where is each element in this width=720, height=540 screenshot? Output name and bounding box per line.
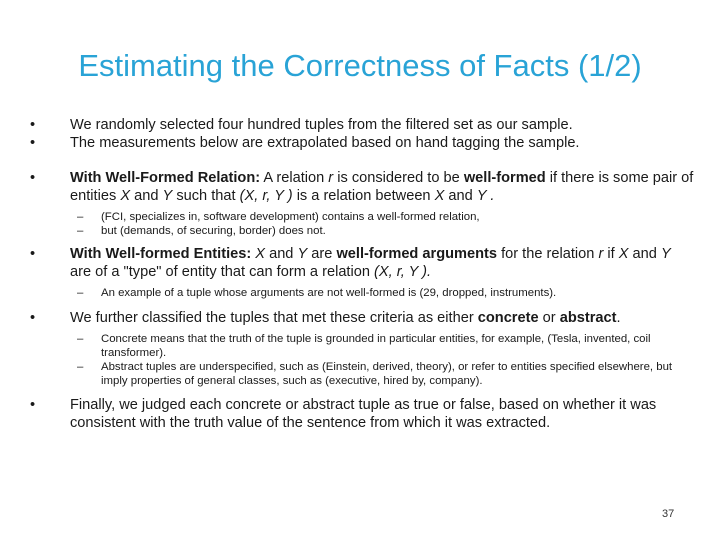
math-tuple: (X, r, Y ). — [374, 264, 432, 280]
math-var: X — [120, 188, 131, 204]
dash-marker: – — [77, 361, 84, 373]
text-run: and — [269, 246, 294, 262]
math-var: Y — [660, 246, 671, 262]
sub-bullet-text: Abstract tuples are underspecified, such as (Einstein, derived, theory), or refer to entities specified elsewhere, but imply properties of general classes, such as (executive, hired by, company). — [101, 361, 673, 387]
text-run: if — [607, 246, 615, 262]
bullet-item — [25, 134, 695, 152]
text-run: . — [616, 310, 621, 326]
text-run: for the relation — [501, 246, 595, 262]
text-run: A relation — [263, 170, 325, 186]
sub-bullet-text: An example of a tuple whose arguments are not well-formed is (29, dropped, instruments). — [101, 287, 557, 299]
text-run: is a relation between — [296, 188, 431, 204]
dash-marker: – — [77, 211, 84, 223]
sub-bullet-text: but (demands, of securing, border) does not. — [101, 225, 326, 237]
text-run: are — [311, 246, 333, 262]
term-emphasis: concrete — [477, 310, 539, 326]
bullet-item — [25, 245, 695, 281]
slide-title: Estimating the Correctness of Facts (1/2) — [78, 48, 642, 83]
bullet-text: The measurements below are extrapolated based on hand tagging the sample. — [70, 135, 580, 151]
sub-bullet-item — [25, 210, 695, 224]
text-run: and — [448, 188, 473, 204]
slide-content — [25, 116, 695, 432]
text-run: and — [134, 188, 159, 204]
math-var: Y . — [476, 188, 495, 204]
bullet-marker: • — [30, 246, 36, 262]
math-var: X — [434, 188, 445, 204]
bullet-text: We randomly selected four hundred tuples from the filtered set as our sample. — [70, 117, 573, 133]
sub-bullet-item — [25, 286, 695, 300]
sub-bullet-item — [25, 360, 695, 388]
sub-bullet-text: Concrete means that the truth of the tuple is grounded in particular entities, for example, (Tesla, invented, coil transformer). — [101, 333, 651, 359]
math-var: Y — [297, 246, 308, 262]
text-run: such that — [176, 188, 236, 204]
math-var: r — [598, 246, 604, 262]
text-run: We further classified the tuples that met these criteria as either — [70, 310, 474, 326]
bullet-marker: • — [30, 397, 36, 413]
sub-bullet-item — [25, 332, 695, 360]
bullet-marker: • — [30, 135, 36, 151]
bullet-item — [25, 396, 695, 432]
text-run: or — [542, 310, 556, 326]
text-run: is considered to be — [337, 170, 460, 186]
text-run: are of a "type" of entity that can form a relation — [70, 264, 370, 280]
bullet-item — [25, 309, 695, 327]
bullet-text: Finally, we judged each concrete or abstract tuple as true or false, based on whether it was consistent with the truth value of the sentence from which it was extracted. — [70, 397, 657, 431]
math-var: r — [328, 170, 334, 186]
dash-marker: – — [77, 225, 84, 237]
dash-marker: – — [77, 287, 84, 299]
bullet-item — [25, 116, 695, 134]
page-number: 37 — [662, 508, 675, 520]
text-run: and — [632, 246, 657, 262]
math-var: X — [618, 246, 629, 262]
text-run: if there is some pair of entities — [70, 170, 694, 204]
bullet-marker: • — [30, 170, 36, 186]
math-var: Y — [162, 188, 173, 204]
term-emphasis: well-formed — [463, 170, 546, 186]
term-heading: With Well-Formed Relation: — [70, 170, 261, 186]
sub-bullet-text: (FCI, specializes in, software development) contains a well-formed relation, — [101, 211, 480, 223]
bullet-marker: • — [30, 117, 36, 133]
term-emphasis: well-formed arguments — [336, 246, 498, 262]
term-emphasis: abstract — [559, 310, 617, 326]
bullet-marker: • — [30, 310, 36, 326]
sub-bullet-item — [25, 224, 695, 238]
math-var: X — [255, 246, 266, 262]
term-heading: With Well-formed Entities: — [70, 246, 252, 262]
math-tuple: (X, r, Y ) — [239, 188, 293, 204]
bullet-item — [25, 169, 695, 205]
dash-marker: – — [77, 333, 84, 345]
